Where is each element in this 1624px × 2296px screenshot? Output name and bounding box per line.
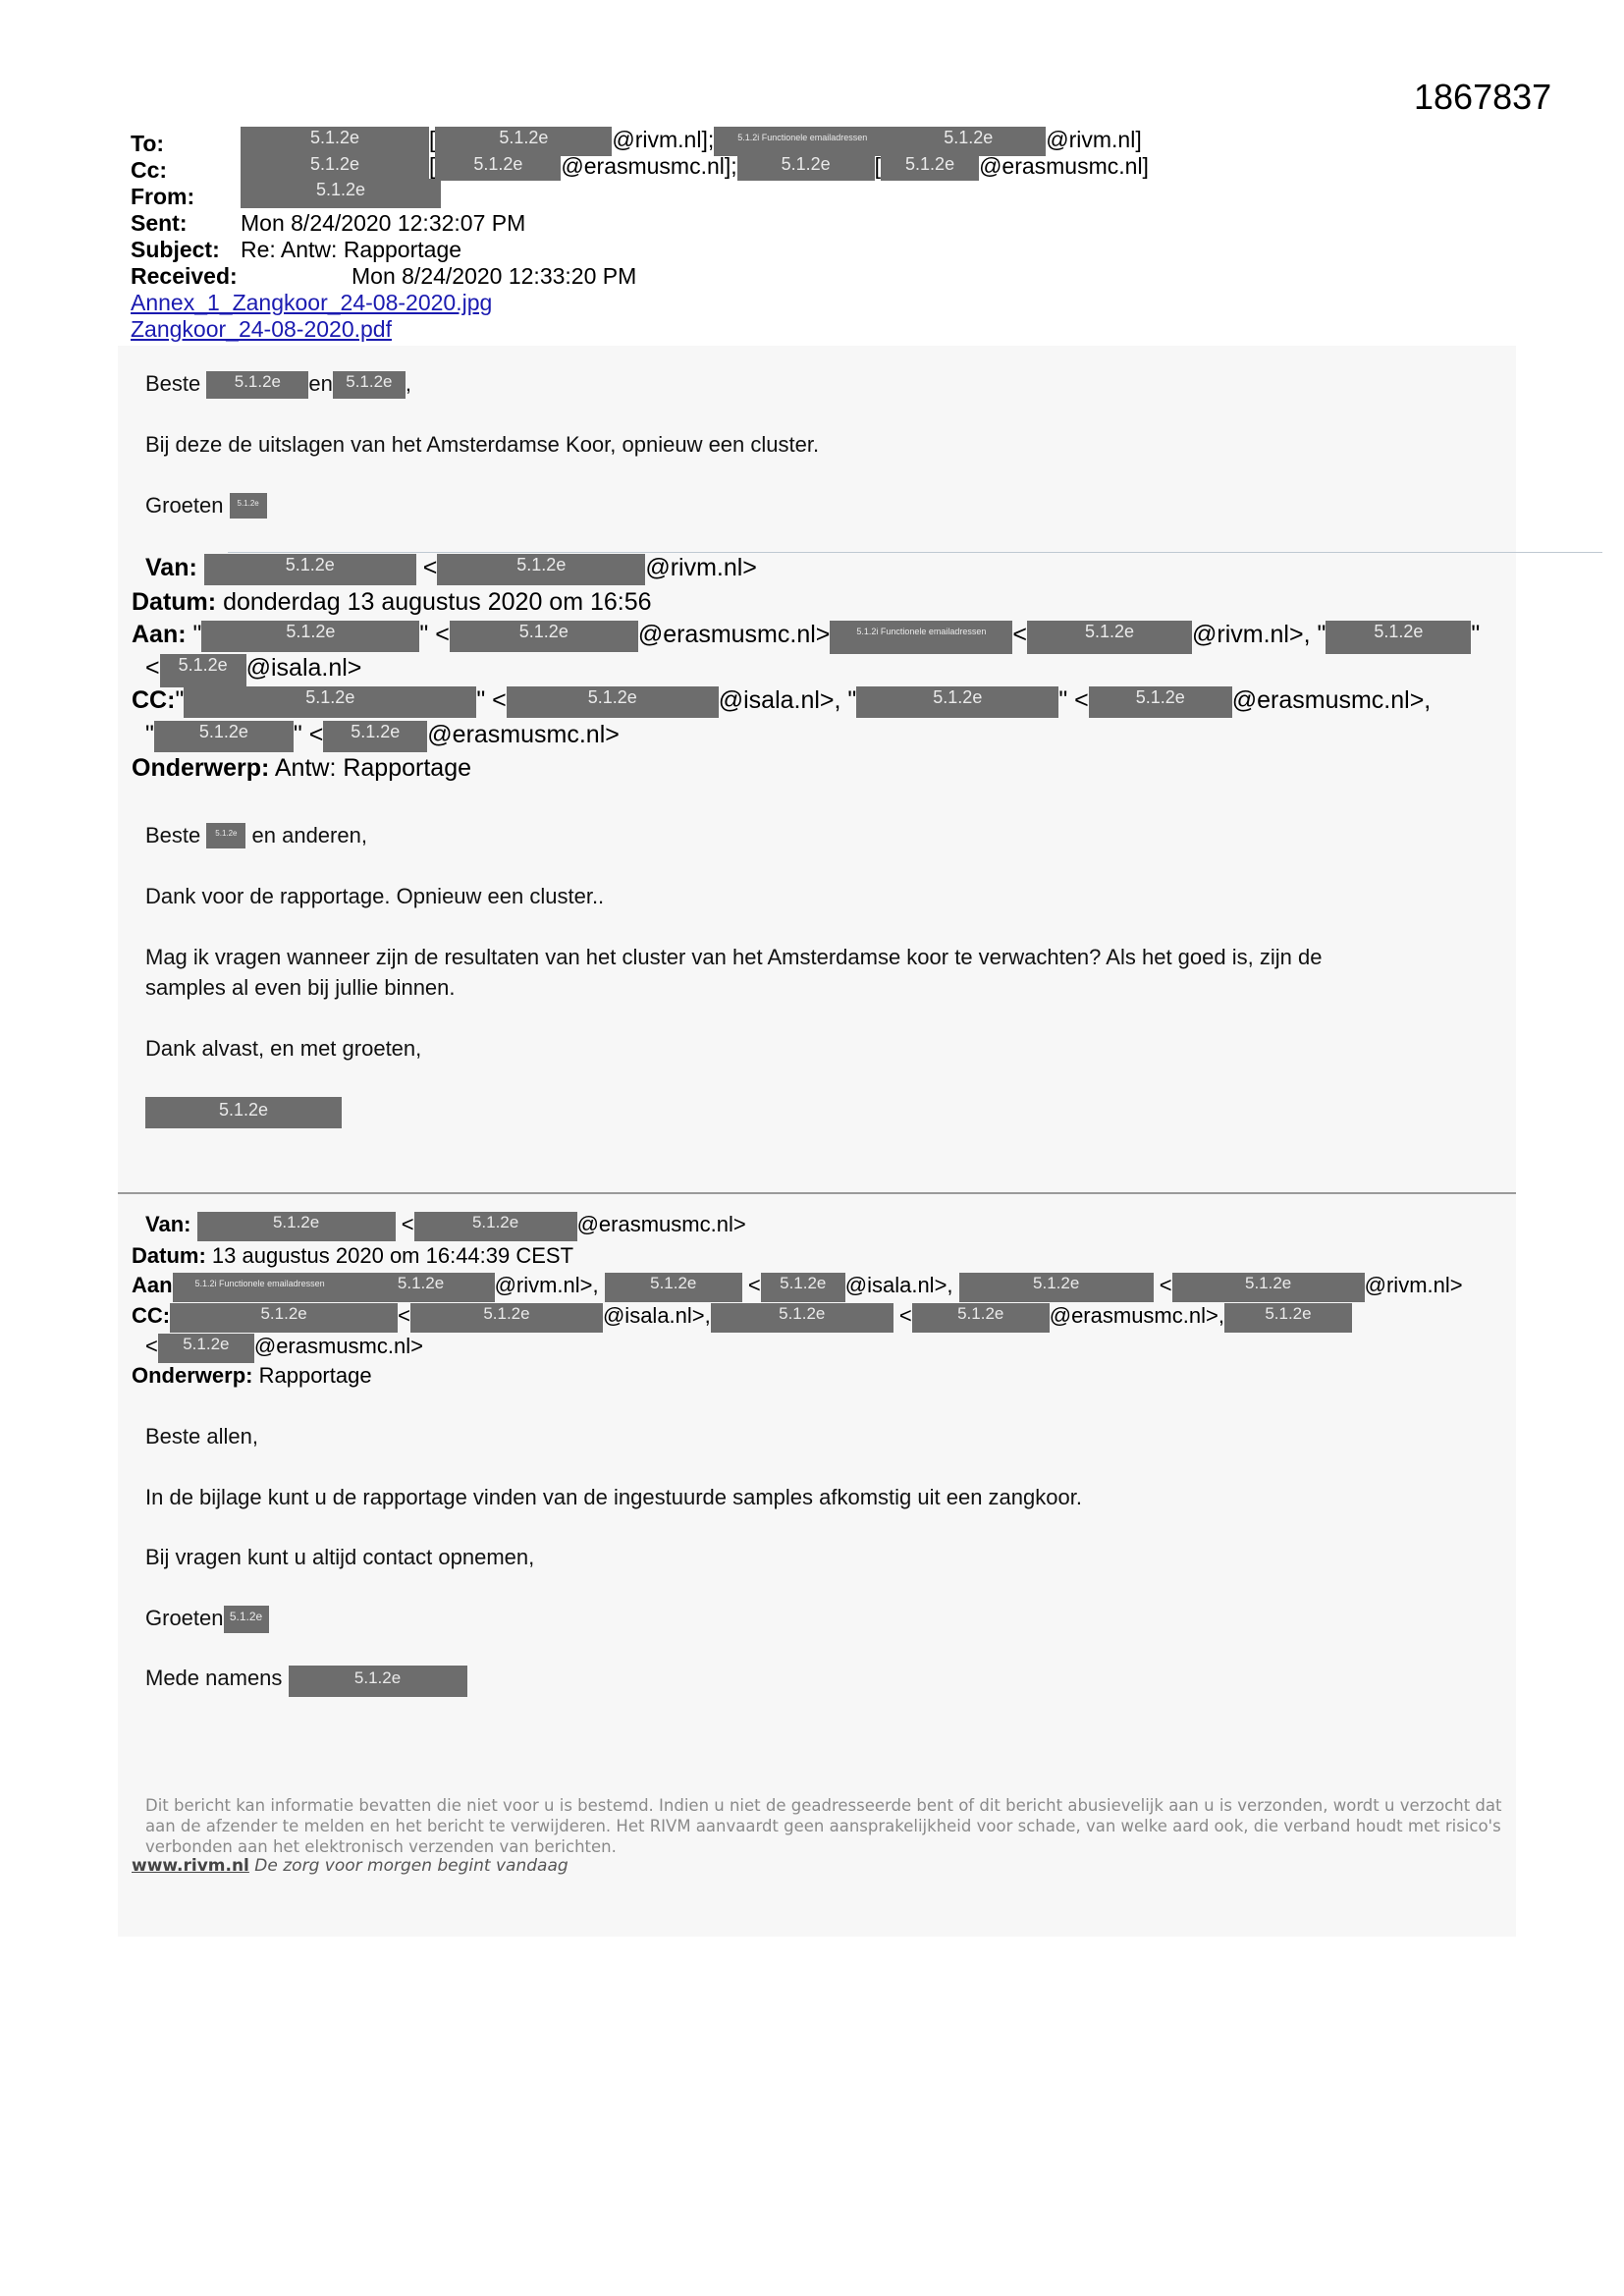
cc-label: CC: xyxy=(132,1303,171,1328)
disclaimer: Dit bericht kan informatie bevatten die niet voor u is bestemd. Indien u niet de geadresseerde bent of dit bericht abusievelijk aan u is verzonden, wordt u verzocht dat aan de afzender te melden en het bericht te verwijderen. Het RIVM aanvaardt geen aansprakelijkheid voor schade, van welke aard ook, die verband houdt met risico's verbonden aan het elektronisch verzenden van berichten. xyxy=(145,1796,1502,1856)
redaction-block: 5.1.2e xyxy=(197,1212,396,1241)
received-label: Received: xyxy=(131,263,238,289)
cc-domain-erasmus: @erasmusmc.nl>, xyxy=(1049,1303,1224,1328)
cc-domain-isala: @isala.nl>, " xyxy=(718,686,857,714)
reply-greeting xyxy=(145,371,411,399)
attachment-link-jpg[interactable]: Annex_1_Zangkoor_24-08-2020.jpg xyxy=(131,290,493,315)
redaction-block: 5.1.2e xyxy=(435,153,561,181)
redaction-block: 5.1.2e xyxy=(154,721,294,752)
angle-bracket: < xyxy=(145,654,160,682)
fw2-onderwerp xyxy=(132,1363,372,1389)
redaction-block: 5.1.2e xyxy=(230,493,267,519)
aan-domain-rivm: @rivm.nl> xyxy=(1364,1273,1463,1297)
quote: " xyxy=(192,621,202,648)
redaction-block: 5.1.2e xyxy=(184,686,476,718)
redaction-block: 5.1.2e xyxy=(435,127,612,156)
van-label: Van: xyxy=(145,554,197,581)
fw2-closing xyxy=(145,1606,269,1633)
van-domain: @erasmusmc.nl> xyxy=(576,1212,746,1236)
aan-domain-isala: @isala.nl>, xyxy=(844,1273,953,1297)
to-bracket: [ xyxy=(429,127,436,152)
subject-value: Re: Antw: Rapportage xyxy=(241,237,462,262)
greeting-rest: en anderen, xyxy=(251,823,367,847)
van-domain: @rivm.nl> xyxy=(645,554,757,581)
fw1-datum xyxy=(132,588,652,617)
redaction-block: 5.1.2e xyxy=(1172,1273,1365,1302)
aan-label: Aan xyxy=(132,1273,173,1297)
redaction-block: 5.1.2e xyxy=(1089,686,1232,718)
redaction-block: 5.1.2e xyxy=(507,686,719,718)
closing-text: Groeten xyxy=(145,1606,224,1630)
fw1-cc-line1 xyxy=(132,686,1431,718)
redaction-block: 5.1.2e xyxy=(323,721,427,752)
cc-domain-erasmus: @erasmusmc.nl] xyxy=(979,153,1149,179)
quote-bracket: " < xyxy=(1058,686,1089,714)
rivm-signature xyxy=(132,1856,568,1876)
redaction-block: 5.1.2e xyxy=(410,1303,603,1333)
rivm-website-link[interactable]: www.rivm.nl xyxy=(132,1856,249,1876)
redaction-block: 5.1.2e xyxy=(605,1273,742,1302)
from-label: From: xyxy=(131,184,195,209)
redaction-block: 5.1.2e xyxy=(224,1606,269,1633)
cc-label: Cc: xyxy=(131,157,168,183)
to-domain-rivm: @rivm.nl] xyxy=(1046,127,1142,152)
angle-bracket: < xyxy=(401,1212,414,1236)
separator-line xyxy=(118,1192,1516,1194)
datum-label: Datum: xyxy=(132,588,217,616)
fw1-closing: Dank alvast, en met groeten, xyxy=(145,1036,422,1061)
cc-domain-erasmus: @erasmusmc.nl]; xyxy=(561,153,737,179)
fw2-aan xyxy=(132,1273,1463,1302)
redaction-block: 5.1.2e xyxy=(289,1666,467,1697)
redaction-block: 5.1.2e xyxy=(1027,621,1192,654)
quote-bracket: " < xyxy=(419,621,450,648)
redaction-block: 5.1.2e xyxy=(1326,621,1471,654)
cc-bracket: [ xyxy=(874,153,882,179)
fw2-mede-namens xyxy=(145,1666,467,1697)
redaction-block: 5.1.2e xyxy=(1224,1303,1352,1333)
redaction-block: 5.1.2e xyxy=(241,127,429,158)
quote: " xyxy=(1471,621,1481,648)
redaction-block: 5.1.2e xyxy=(959,1273,1154,1302)
reply-body: Bij deze de uitslagen van het Amsterdamse Koor, opnieuw een cluster. xyxy=(145,432,820,457)
onderwerp-value: Antw: Rapportage xyxy=(274,754,471,782)
onderwerp-label: Onderwerp: xyxy=(132,754,270,782)
document-number: 1867837 xyxy=(1414,77,1552,117)
redaction-block-functional: 5.1.2i Functionele emailadressen xyxy=(173,1273,348,1302)
fw1-signature xyxy=(145,1097,342,1128)
redaction-block: 5.1.2e xyxy=(912,1303,1050,1333)
redaction-block: 5.1.2e xyxy=(145,1097,342,1128)
redaction-block: 5.1.2e xyxy=(737,153,875,181)
redaction-block: 5.1.2e xyxy=(206,371,308,399)
separator-line xyxy=(228,552,1602,553)
angle-bracket: < xyxy=(898,1303,912,1328)
redaction-block: 5.1.2e xyxy=(201,621,419,652)
redaction-block: 5.1.2e xyxy=(761,1273,845,1302)
aan-domain-erasmus: @erasmusmc.nl> xyxy=(637,621,831,648)
to-label: To: xyxy=(131,131,165,156)
onderwerp-label: Onderwerp: xyxy=(132,1363,253,1388)
redaction-block: 5.1.2e xyxy=(204,554,416,585)
redaction-block: 5.1.2e xyxy=(241,153,429,181)
redaction-block: 5.1.2e xyxy=(206,823,245,848)
redaction-block: 5.1.2e xyxy=(241,179,441,208)
quote: " xyxy=(145,721,154,748)
fw1-cc-line2 xyxy=(145,721,620,752)
aan-domain-rivm: @rivm.nl>, " xyxy=(1192,621,1326,648)
angle-bracket: < xyxy=(422,554,438,581)
datum-value: 13 augustus 2020 om 16:44:39 CEST xyxy=(211,1243,574,1268)
redaction-block-functional: 5.1.2i Functionele emailadressen xyxy=(714,127,891,156)
attachment-link-pdf[interactable]: Zangkoor_24-08-2020.pdf xyxy=(131,316,392,342)
datum-value: donderdag 13 augustus 2020 om 16:56 xyxy=(223,588,652,616)
fw2-van xyxy=(132,1212,746,1241)
angle-bracket: < xyxy=(747,1273,761,1297)
sent-value: Mon 8/24/2020 12:32:07 PM xyxy=(241,210,526,236)
angle-bracket: < xyxy=(145,1334,158,1358)
cc-domain-erasmus: @erasmusmc.nl>, xyxy=(1231,686,1432,714)
onderwerp-value: Rapportage xyxy=(258,1363,372,1388)
greeting-and: en xyxy=(308,371,333,396)
fw2-datum xyxy=(132,1243,573,1269)
redaction-block: 5.1.2e xyxy=(711,1303,893,1333)
subject-label: Subject: xyxy=(131,237,220,262)
quote-bracket: " < xyxy=(293,721,324,748)
cc-label: CC: xyxy=(132,686,176,714)
email-body xyxy=(118,346,1516,1937)
fw2-body1: In de bijlage kunt u de rapportage vinden van de ingestuurde samples afkomstig uit een zangkoor. xyxy=(145,1485,1082,1509)
quote-bracket: " < xyxy=(476,686,507,714)
redaction-block: 5.1.2e xyxy=(333,371,406,399)
datum-label: Datum: xyxy=(132,1243,206,1268)
rivm-tagline: De zorg voor morgen begint vandaag xyxy=(254,1856,568,1876)
redaction-block: 5.1.2e xyxy=(170,1303,398,1333)
sent-label: Sent: xyxy=(131,210,188,236)
fw2-cc-line2 xyxy=(145,1334,423,1363)
closing-text: Groeten xyxy=(145,493,224,518)
fw1-body2-line2: samples al even bij jullie binnen. xyxy=(145,975,456,1000)
fw1-onderwerp xyxy=(132,754,471,783)
redaction-block: 5.1.2e xyxy=(891,127,1046,156)
fw2-greeting: Beste allen, xyxy=(145,1424,258,1449)
van-label: Van: xyxy=(145,1212,191,1236)
angle-bracket: < xyxy=(1012,621,1027,648)
fw1-body2-line1: Mag ik vragen wanneer zijn de resultaten van het cluster van het Amsterdamse koor te verwachten? Als het goed is, zijn de xyxy=(145,945,1323,969)
angle-bracket: < xyxy=(1159,1273,1172,1297)
mede-text: Mede namens xyxy=(145,1666,283,1690)
greeting-text: Beste xyxy=(145,371,201,396)
cc-domain-erasmus: @erasmusmc.nl> xyxy=(253,1334,423,1358)
redaction-block: 5.1.2e xyxy=(158,1334,254,1363)
redaction-block: 5.1.2e xyxy=(160,654,246,687)
fw1-aan-line1 xyxy=(132,621,1480,654)
redaction-block: 5.1.2e xyxy=(856,686,1058,718)
redaction-block: 5.1.2e xyxy=(881,153,979,181)
angle-bracket: < xyxy=(398,1303,410,1328)
redaction-block: 5.1.2e xyxy=(450,621,638,652)
fw2-body2: Bij vragen kunt u altijd contact opnemen, xyxy=(145,1545,535,1569)
fw2-cc-line1 xyxy=(132,1303,1352,1333)
reply-closing xyxy=(145,493,267,519)
redaction-block: 5.1.2e xyxy=(348,1273,495,1302)
aan-domain-isala: @isala.nl> xyxy=(245,654,362,682)
cc-domain-erasmus: @erasmusmc.nl> xyxy=(427,721,620,748)
to-domain-rivm: @rivm.nl]; xyxy=(612,127,715,152)
redaction-block: 5.1.2e xyxy=(437,554,645,585)
aan-label: Aan: xyxy=(132,621,187,648)
fw1-body1: Dank voor de rapportage. Opnieuw een cluster.. xyxy=(145,884,605,908)
redaction-block-functional: 5.1.2i Functionele emailadressen xyxy=(830,621,1012,654)
cc-bracket: [ xyxy=(429,153,436,179)
received-value: Mon 8/24/2020 12:33:20 PM xyxy=(352,263,637,289)
fw1-van xyxy=(132,554,757,585)
greeting-end: , xyxy=(405,371,411,396)
cc-domain-isala: @isala.nl>, xyxy=(602,1303,711,1328)
greeting-text: Beste xyxy=(145,823,201,847)
redaction-block: 5.1.2e xyxy=(414,1212,577,1241)
fw1-greeting xyxy=(145,823,367,848)
quote: " xyxy=(175,686,185,714)
fw1-aan-line2 xyxy=(145,654,361,687)
aan-domain-rivm: @rivm.nl>, xyxy=(494,1273,599,1297)
